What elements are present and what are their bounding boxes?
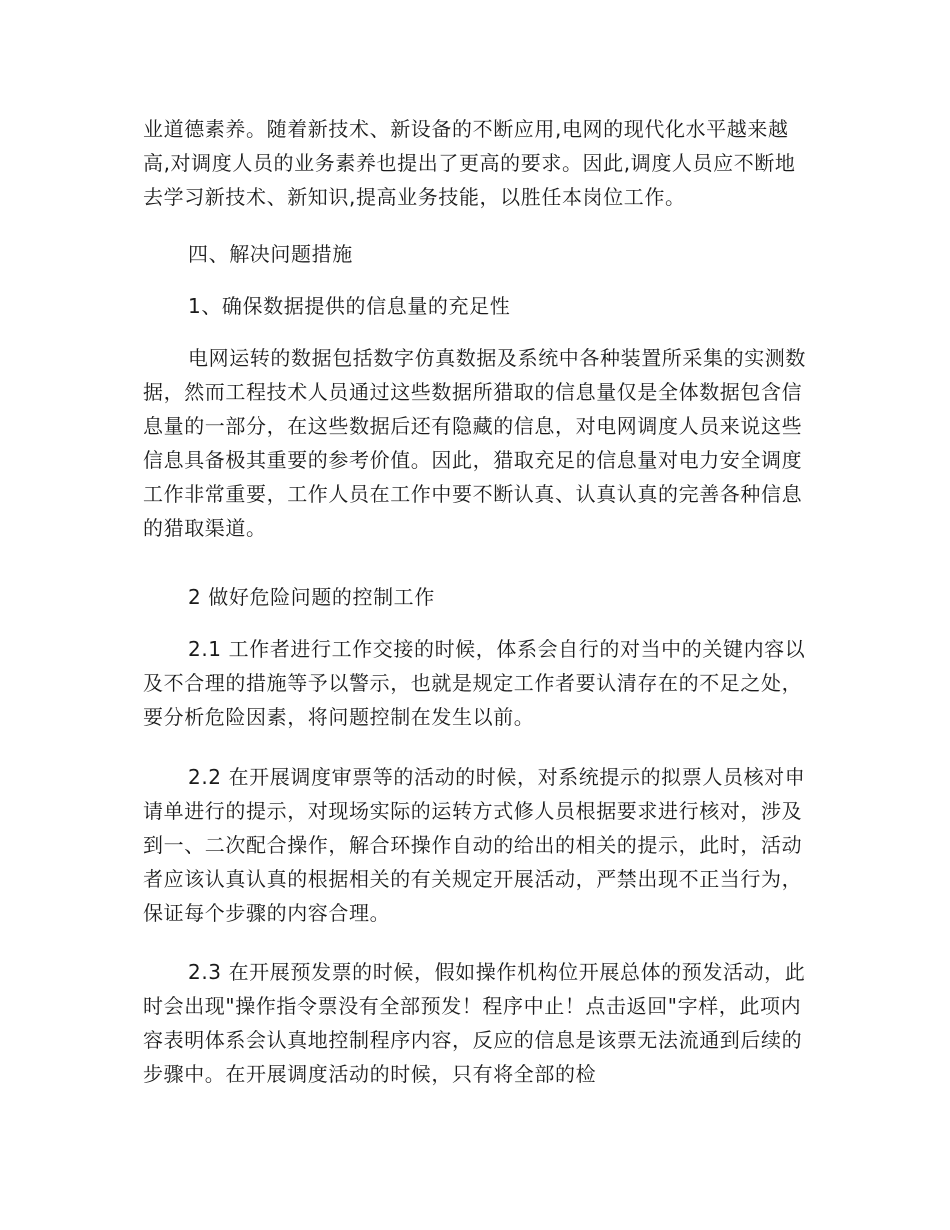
paragraph-intro: 业道德素养。随着新技术、新设备的不断应用,电网的现代化水平越来越高,对调度人员的业务素养也提出了更高的要求。因此,调度人员应不断地去学习新技术、新知识,提高业务技能，以胜任本岗位工作。 (143, 117, 796, 209)
paragraph-2-1: 2.1 工作者进行工作交接的时候，体系会自行的对当中的关键内容以及不合理的措施等予以警示，也就是规定工作者要认清存在的不足之处，要分析危险因素，将问题控制在发生以前。 (143, 637, 806, 729)
section-heading-4: 四、解决问题措施 (188, 242, 353, 266)
subheading-item-1: 1、确保数据提供的信息量的充足性 (188, 294, 511, 318)
paragraph-item-1: 电网运转的数据包括数字仿真数据及系统中各种装置所采集的实测数据，然而工程技术人员通过这些数据所猎取的信息量仅是全体数据包含信息量的一部分，在这些数据后还有隐藏的信息，对电网调度人员来说这些信息具备极其重要的参考价值。因此，猎取充足的信息量对电力安全调度工作非常重要，工作人员在工作中要不断认真、认真认真的完善各种信息的猎取渠道。 (143, 346, 806, 540)
subheading-item-2: 2 做好危险问题的控制工作 (188, 585, 435, 609)
paragraph-2-2: 2.2 在开展调度审票等的活动的时候，对系统提示的拟票人员核对申请单进行的提示，对现场实际的运转方式修人员根据要求进行核对，涉及到一、二次配合操作，解合环操作自动的给出的相关的提示，此时，活动者应该认真认真的根据相关的有关规定开展活动，严禁出现不正当行为，保证每个步骤的内容合理。 (143, 765, 806, 925)
paragraph-2-3: 2.3 在开展预发票的时候，假如操作机构位开展总体的预发活动，此时会出现"操作指令票没有全部预发！程序中止！点击返回"字样，此项内容表明体系会认真地控制程序内容，反应的信息是该票无法流通到后续的步骤中。在开展调度活动的时候，只有将全部的检 (143, 960, 806, 1086)
